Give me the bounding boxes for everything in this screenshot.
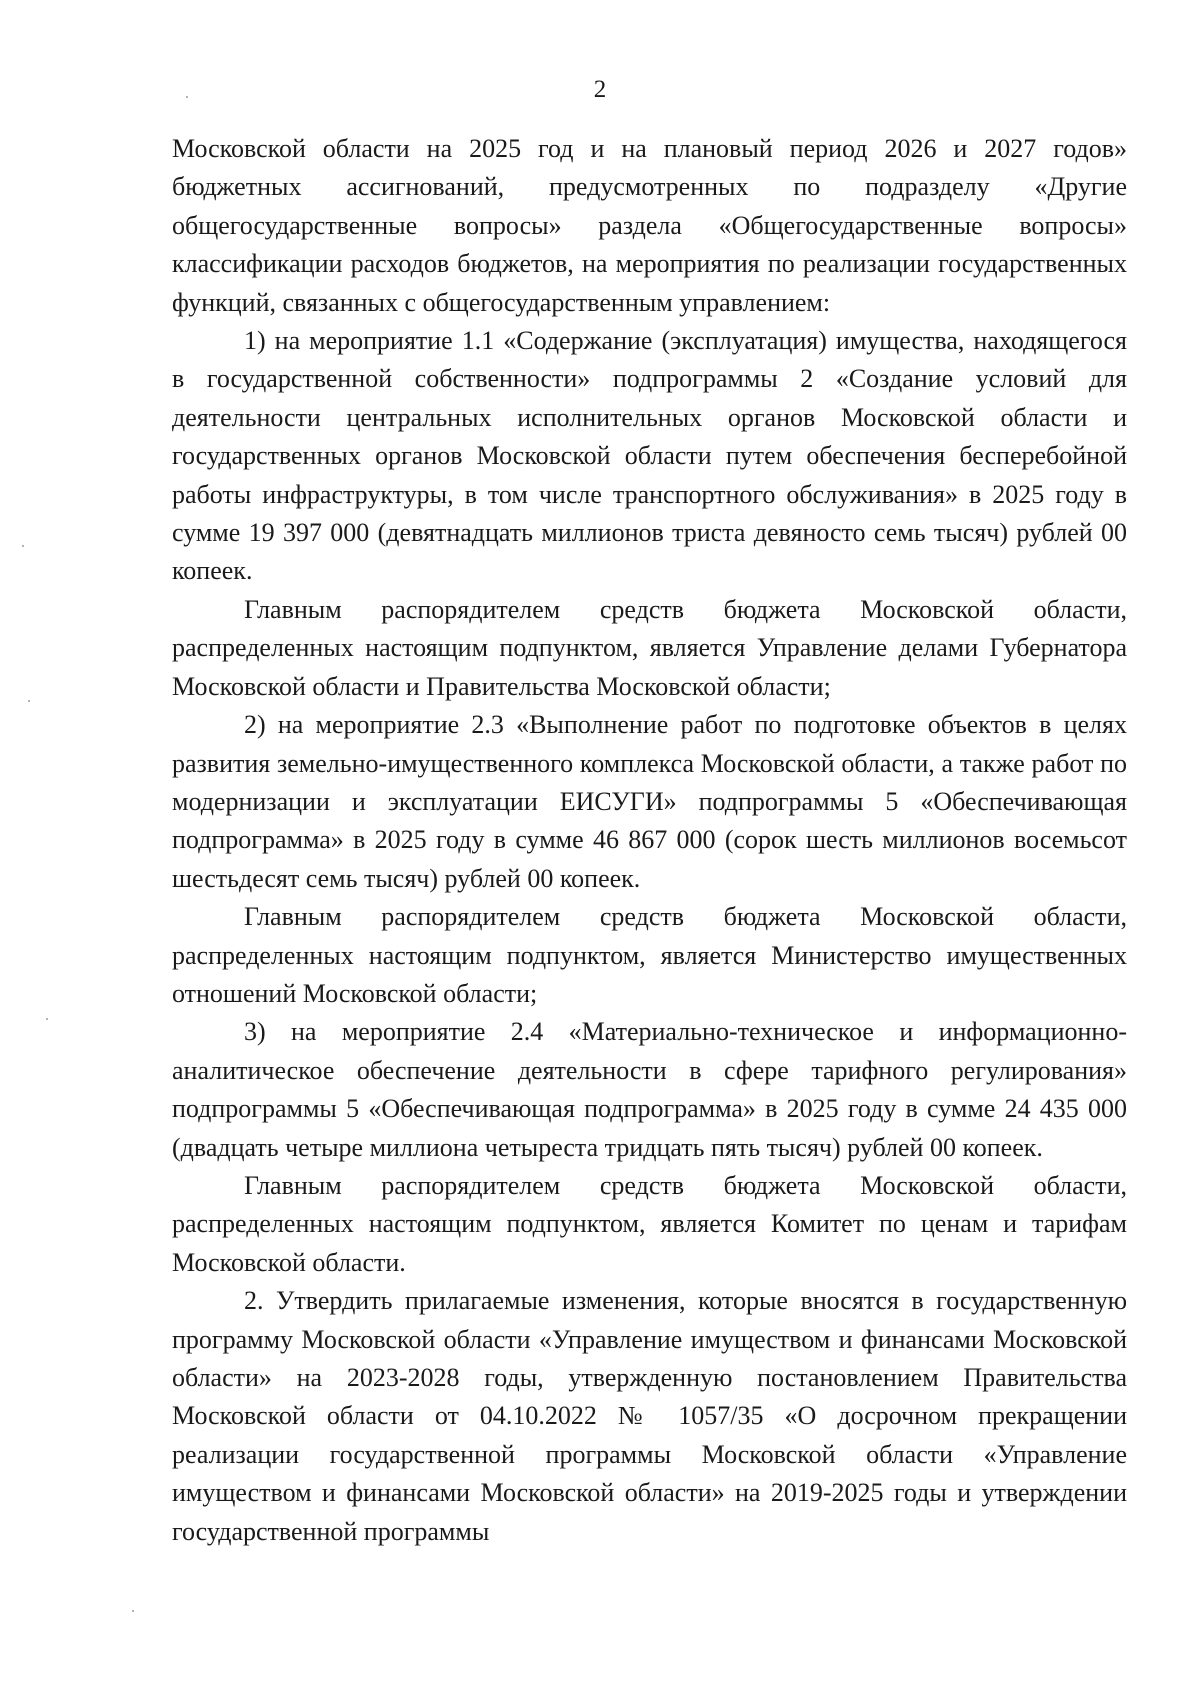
scan-speck: [132, 1610, 134, 1612]
paragraph-section-2: 2. Утвердить прилагаемые изменения, которые вносятся в государственную программу Московской области «Управление имуществом и финансами Московской области» на 2023-2028 годы, утвержденную постановлением Правительства Московской области от 04.10.2022 № 1057/35 «О досрочном прекращении реализации государственной программы Московской области «Управление имуществом и финансами Московской области» на 2019-2025 годы и утверждении государственной программы: [172, 1286, 1127, 1546]
paragraph-item-2: 2) на мероприятие 2.3 «Выполнение работ по подготовке объектов в целях развития земельно-имущественного комплекса Московской области, а также работ по модернизации и эксплуатации ЕИСУГИ» подпрограммы 5 «Обеспечивающая подпрограмма» в 2025 году в сумме 46 867 000 (сорок шесть миллионов восемьсот шестьдесят семь тысяч) рублей 00 копеек.: [172, 710, 1127, 893]
paragraph-item-1: 1) на мероприятие 1.1 «Содержание (эксплуатация) имущества, находящегося в государственной собственности» подпрограммы 2 «Создание условий для деятельности центральных исполнительных органов Московской области и государственных органов Московской области путем обеспечения бесперебойной работы инфраструктуры, в том числе транспортного обслуживания» в 2025 году в сумме 19 397 000 (девятнадцать миллионов триста девяносто семь тысяч) рублей 00 копеек.: [172, 326, 1127, 586]
scan-speck: [186, 96, 188, 98]
scan-speck: [22, 545, 24, 547]
paragraph-administrator-1: Главным распорядителем средств бюджета Московской области, распределенных настоящим подпунктом, является Управление делами Губернатора Московской области и Правительства Московской области;: [172, 594, 1127, 701]
scan-speck: [28, 700, 30, 702]
paragraph-continuation: Московской области на 2025 год и на плановый период 2026 и 2027 годов» бюджетных ассигнований, предусмотренных по подразделу «Другие общегосударственные вопросы» раздела «Общегосударственные вопросы» классификации расходов бюджетов, на мероприятия по реализации государственных функций, связанных с общегосударственным управлением:: [172, 134, 1127, 317]
paragraph-item-3: 3) на мероприятие 2.4 «Материально-техническое и информационно-аналитическое обеспечение деятельности в сфере тарифного регулирования» подпрограммы 5 «Обеспечивающая подпрограмма» в 2025 году в сумме 24 435 000 (двадцать четыре миллиона четыреста тридцать пять тысяч) рублей 00 копеек.: [172, 1017, 1127, 1162]
page-number: 2: [593, 76, 607, 103]
paragraph-administrator-3: Главным распорядителем средств бюджета Московской области, распределенных настоящим подпунктом, является Комитет по ценам и тарифам Московской области.: [172, 1170, 1127, 1277]
paragraph-administrator-2: Главным распорядителем средств бюджета Московской области, распределенных настоящим подпунктом, является Министерство имущественных отношений Московской области;: [172, 902, 1127, 1008]
document-body: [172, 130, 1127, 1551]
scan-speck: [46, 1018, 48, 1020]
